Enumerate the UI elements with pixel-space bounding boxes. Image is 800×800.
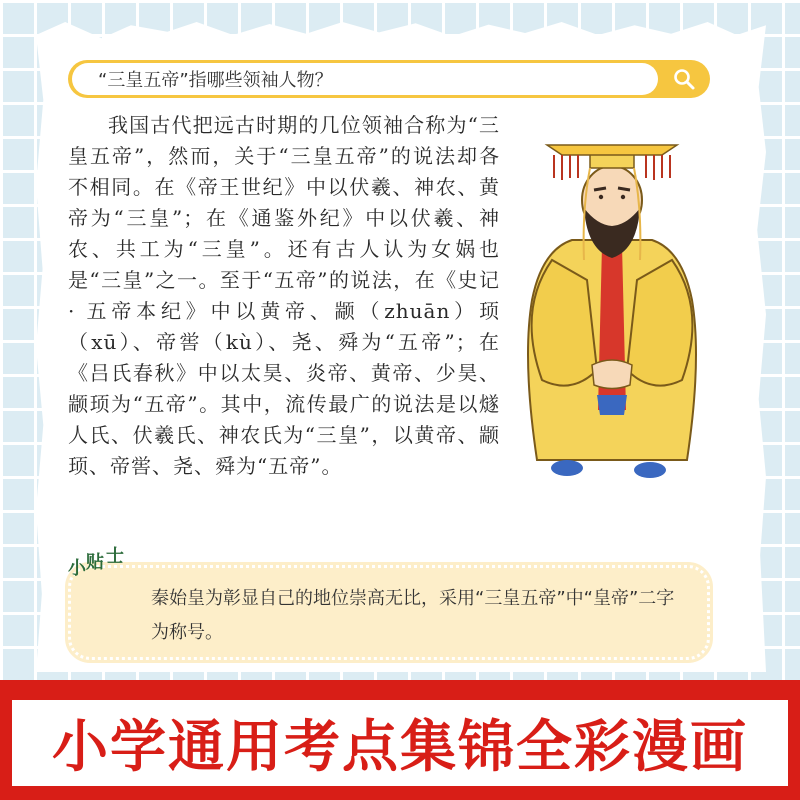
banner-panel xyxy=(12,700,788,786)
tip-label xyxy=(62,540,132,580)
search-bar[interactable] xyxy=(68,60,710,98)
search-query[interactable]: “三皇五帝”指哪些领袖人物？ xyxy=(72,63,658,95)
banner-title: 小学通用考点集锦全彩漫画 xyxy=(52,715,748,780)
tip-box xyxy=(68,565,710,660)
emperor-illustration xyxy=(512,130,712,500)
article-paragraph: 我国古代把远古时期的几位领袖合称为“三皇五帝”，然而，关于“三皇五帝”的说法却各不相同。在《帝王世纪》中以伏羲、神农、黄帝为“三皇”；在《通鉴外纪》中以伏羲、神农、共工为“三皇”。还有古人认为女娲也是“三皇”之一。至于“五帝”的说法，在《史记 · 五帝本纪》中以黄帝、颛（zhuān）顼（xū）、帝喾（kù）、尧、舜为“五帝”；在《吕氏春秋》中以太昊、炎帝、黄帝、少昊、颛顼为“五帝”。其中，流传最广的说法是以燧人氏、伏羲氏、神农氏为“三皇”，以黄帝、颛顼、帝喾、尧、舜为“五帝”。 xyxy=(68,113,500,478)
tip-text: 秦始皇为彰显自己的地位崇高无比，采用“三皇五帝”中“皇帝”二字为称号。 xyxy=(151,588,675,643)
tip-label-char: 贴 xyxy=(86,552,104,573)
search-icon[interactable] xyxy=(672,67,696,91)
tip-label-char: 小 xyxy=(68,558,86,579)
tip-label-char: 士 xyxy=(106,546,124,567)
